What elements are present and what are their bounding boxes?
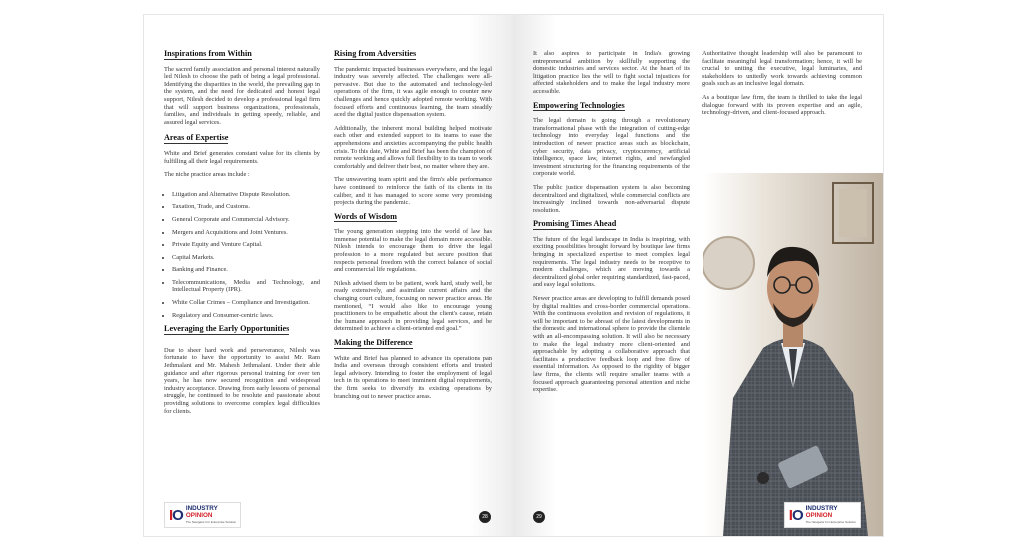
industry-opinion-logo xyxy=(164,502,241,528)
practice-areas-list xyxy=(164,191,320,320)
paragraph: Nilesh advised them to be patient, work hard, study well, be ready extensively, and assimilate current affairs and the changing court culture, focusing on newer practice areas. He mentioned, “I would also like to encourage young practitioners to be empathetic about the client's cause, retain the humane approach in providing legal services, and be determined to achieve a client-oriented end goal.” xyxy=(334,279,492,333)
heading-areas-of-expertise: Areas of Expertise xyxy=(164,133,229,143)
paragraph: The unwavering team spirit and the firm's able performance have continued to reinforce the faith of its clients in its caliber, and it has managed to score some very promising projects during the pandemic. xyxy=(334,176,492,207)
logo-word-opinion: OPINION xyxy=(805,511,833,519)
left-page-column-2 xyxy=(334,50,492,406)
heading-difference: Making the Difference xyxy=(334,338,413,347)
heading-inspirations: Inspirations from Within xyxy=(164,49,252,58)
paragraph: The public justice dispensation system is also becoming decentralized and digitalized, while commercial conflicts are increasingly inclined towards non-adversarial dispute resolution. xyxy=(533,183,690,214)
logo-mark: IO xyxy=(788,506,803,524)
logo-mark: IO xyxy=(169,506,183,524)
magazine-spread xyxy=(143,14,883,535)
left-page-column-1 xyxy=(164,50,320,421)
portrait-illustration xyxy=(703,173,883,536)
page-number: 28 xyxy=(479,511,491,523)
left-page xyxy=(143,14,513,537)
paragraph: The pandemic impacted businesses everywhere, and the legal industry was severely affected. The challenges were all-pervasive. But due to the automated and technology-led operations of the firm, it was agile enough to counter new challenges and hence quickly adopted remote working. With focused efforts and continuous learning, the team steadily aced the digital justice dispensation system. xyxy=(334,65,492,119)
paragraph: Additionally, the inherent moral building helped motivate each other and extended support to its teams to ease the apprehensions and anxieties accompanying the public health crisis. To this date, White and Brief has been the champion of remote working and allows full flexibility to its team to work comfortably and deliver their best, no matter where they are. xyxy=(334,124,492,170)
paragraph: White and Brief has planned to advance its operations pan India and overseas through consistent efforts and trusted legal advisory. Intending to foster the employment of legal tech in its operations to meet imminent digital requirements, the firm seeks to diversify its existing operations by branching out to newer practice areas. xyxy=(334,354,492,400)
list-item: • General Corporate and Commercial Advisory. xyxy=(172,216,320,224)
paragraph: It also aspires to participate in India's growing entrepreneurial ambition by skillfully supporting the domestic industries and services sector. At the heart of its litigation practice lies the will to fight social injustices for affected stakeholders and to make the legal industry more accessible. xyxy=(533,50,690,95)
list-item: • Taxation, Trade, and Customs. xyxy=(172,203,320,211)
logo-word-opinion: OPINION xyxy=(185,511,213,519)
page-number: 29 xyxy=(533,511,545,523)
list-item: • Regulatory and Consumer-centric laws. xyxy=(172,312,320,320)
heading-wisdom: Words of Wisdom xyxy=(334,211,397,221)
logo-word-industry: INDUSTRY xyxy=(805,504,838,512)
industry-opinion-logo xyxy=(784,502,861,528)
paragraph: The young generation stepping into the world of law has immense potential to make the legal domain more accessible. Nilesh intends to encourage them to drive the legal profession to a more regulated but secure position that respects personal freedom with the correct balance of social and commercial life regulations. xyxy=(334,228,492,274)
right-page xyxy=(513,14,884,537)
paragraph: The sacred family association and personal interest naturally led Nilesh to choose the path of being a legal professional. Identifying the disparities in the world, the prevailing gap in the system, and the need for dedicated and honest legal support, Nilesh decided to develop a professional legal firm that will support business organizations, professionals, families, and individuals in getting speedy, reliable, and assured legal services. xyxy=(164,65,320,126)
list-item: • Capital Markets. xyxy=(172,254,320,262)
list-item: • Litigation and Alternative Dispute Resolution. xyxy=(172,191,320,199)
paragraph: Due to sheer hard work and perseverance, Nilesh was fortunate to have the opportunity to assist Mr. Ram Jethmalani and Mr. Mahesh Jethmalani. Under their able guidance and after rigorous personal training for over ten years, he has now secured recognition and widespread industry acceptance. Drawing from early lessons of personal struggle, he continued to be resolute and passionate about providing solutions to overcome complex legal difficulties for clients. xyxy=(164,346,320,415)
list-item: • Telecommunications, Media and Technology, and Intellectual Property (IPR). xyxy=(172,279,320,294)
heading-rising: Rising from Adversities xyxy=(334,49,417,58)
portrait-photo xyxy=(703,173,883,536)
paragraph: The niche practice areas include : xyxy=(164,171,250,179)
list-item: • Banking and Finance. xyxy=(172,266,320,274)
heading-promising: Promising Times Ahead xyxy=(533,219,617,229)
paragraph: White and Brief generates constant value for its clients by fulfilling all their legal requirements. xyxy=(164,149,320,165)
list-item: • White Collar Crimes – Compliance and Investigation. xyxy=(172,299,320,307)
right-page-column-2 xyxy=(702,50,862,123)
paragraph: As a boutique law firm, the team is thrilled to take the legal dialogue forward with its proven expertise and an agile, technology-driven, and client-focused approach. xyxy=(702,93,862,117)
heading-leveraging: Leveraging the Early Opportunities xyxy=(164,324,290,334)
logo-word-industry: INDUSTRY xyxy=(185,504,218,512)
logo-tagline: The Navigator For Enterprise Solution xyxy=(185,519,237,524)
heading-empowering: Empowering Technologies xyxy=(533,100,625,110)
list-item: • Private Equity and Venture Capital. xyxy=(172,241,320,249)
paragraph: Authoritative thought leadership will also be paramount to facilitate meaningful legal transformation; hence, it will be crucial to uniting the executive, legal luminaries, and stakeholders to unitedly work towards achieving common goals such as an inclusive legal domain. xyxy=(702,50,862,88)
logo-tagline: The Navigator For Enterprise Solution xyxy=(805,519,856,524)
paragraph: The legal domain is going through a revolutionary transformational phase with the integration of cutting-edge technology into everyday legal functions and the introduction of newer practice areas such as blockchain, cyber security, data privacy, cryptocurrency, artificial intelligence, space law, internet rights, and newfangled investment structuring for the financing requirements of the corporate world. xyxy=(533,117,690,178)
paragraph: The future of the legal landscape in India is inspiring, with exciting possibilities brought forward by boutique law firms bringing in specialized expertise to meet complex legal requirements. The legal industry needs to be receptive to modern challenges, which are moving towards a decentralized global order requiring standardized, fast-paced, and easy legal solutions. xyxy=(533,235,690,289)
paragraph: Newer practice areas are developing to fulfill demands posed by digital realities and cross-border commercial operations. With the continuous evolution and revision of regulations, it will be important to be abreast of the latest developments in the domestic and international sphere to provide the clientele with an all-encompassing solution. It will also be necessary to make the legal industry more client-oriented and approachable by adopting a collaborative approach that facilitates a productive feedback loop and free flow of essential information. As opposed to the rigidity of bigger law firms, the clients will require smaller teams with a focused approach guaranteeing personal attention and niche expertise. xyxy=(533,295,690,394)
right-page-column-1 xyxy=(533,50,690,400)
list-item: • Mergers and Acquisitions and Joint Ventures. xyxy=(172,229,320,237)
